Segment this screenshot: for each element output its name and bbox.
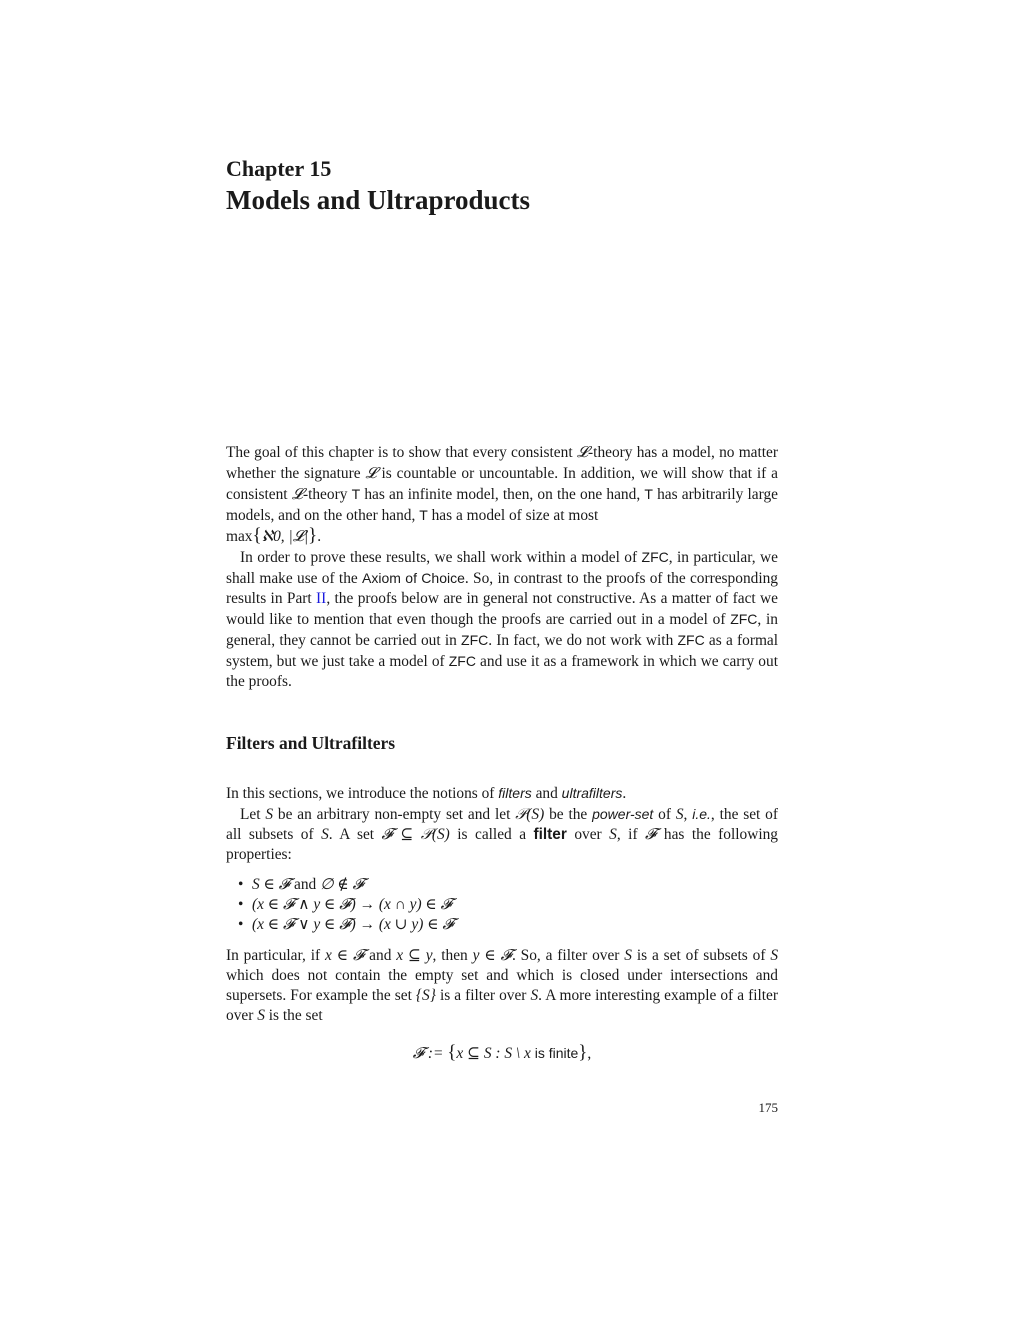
filters-paragraph-1: In this sections, we introduce the notions of filters and ultrafilters. <box>226 785 627 802</box>
part-ii-link[interactable]: II <box>316 590 327 607</box>
chapter-label: Chapter 15 <box>226 156 332 181</box>
filters-paragraph-2: Let S be an arbitrary non-empty set and let 𝒫(S) be the power-set of S, i.e., the set of all subsets of S. A set 𝓕 ⊆ 𝒫(S) is called a filter over S, if 𝓕 has the following properties: <box>226 806 778 863</box>
list-item: • S ∈ 𝓕 and ∅ ∉ 𝓕 <box>238 876 364 893</box>
filters-paragraph-3-wrapper <box>226 946 778 1026</box>
filter-properties-list <box>238 875 778 935</box>
list-item: • (x ∈ 𝓕 ∧ y ∈ 𝓕) → (x ∩ y) ∈ 𝓕 <box>238 896 453 913</box>
list-item: • (x ∈ 𝓕 ∨ y ∈ 𝓕) → (x ∪ y) ∈ 𝓕 <box>238 916 454 933</box>
intro-paragraph-1: The goal of this chapter is to show that every consistent 𝓛-theory has a model, no matter whether the signature 𝓛 is countable or uncountable. In addition, we will show that if a consistent 𝓛-theory T has an infinite model, then, on the one hand, T has arbitrarily large models, and on the other hand, T has a model of size at most max{ℵ0, |𝓛|}. <box>226 443 779 546</box>
intro-paragraph-2: In order to prove these results, we shall work within a model of ZFC, in particular, we shall make use of the Axiom of Choice. So, in contrast to the proofs of the corresponding results in Part II, the proofs below are in general not constructive. As a matter of fact we would like to mention that even though the proofs are carried out in a model of ZFC, in general, they cannot be carried out in ZFC. In fact, we do not work with ZFC as a formal system, but we just take a model of ZFC and use it as a framework in which we carry out the proofs. <box>226 549 779 690</box>
intro-section <box>226 442 778 692</box>
filters-paragraph-3: In particular, if x ∈ 𝓕 and x ⊆ y, then y ∈ 𝓕. So, a filter over S is a set of subsets of S which does not contain the empty set and which is closed under intersections and supersets. For example the set {S} is a filter over S. A more interesting example of a filter over S is the set <box>226 947 779 1024</box>
filters-section <box>226 783 778 865</box>
page-number: 175 <box>758 1100 778 1115</box>
display-equation: 𝓕 := {x ⊆ S : S \ x is finite}, <box>412 1042 592 1063</box>
max-formula: max{ℵ0, |𝓛|}. <box>226 525 322 546</box>
chapter-title: Models and Ultraproducts <box>226 185 531 215</box>
section-heading: Filters and Ultrafilters <box>226 733 396 753</box>
